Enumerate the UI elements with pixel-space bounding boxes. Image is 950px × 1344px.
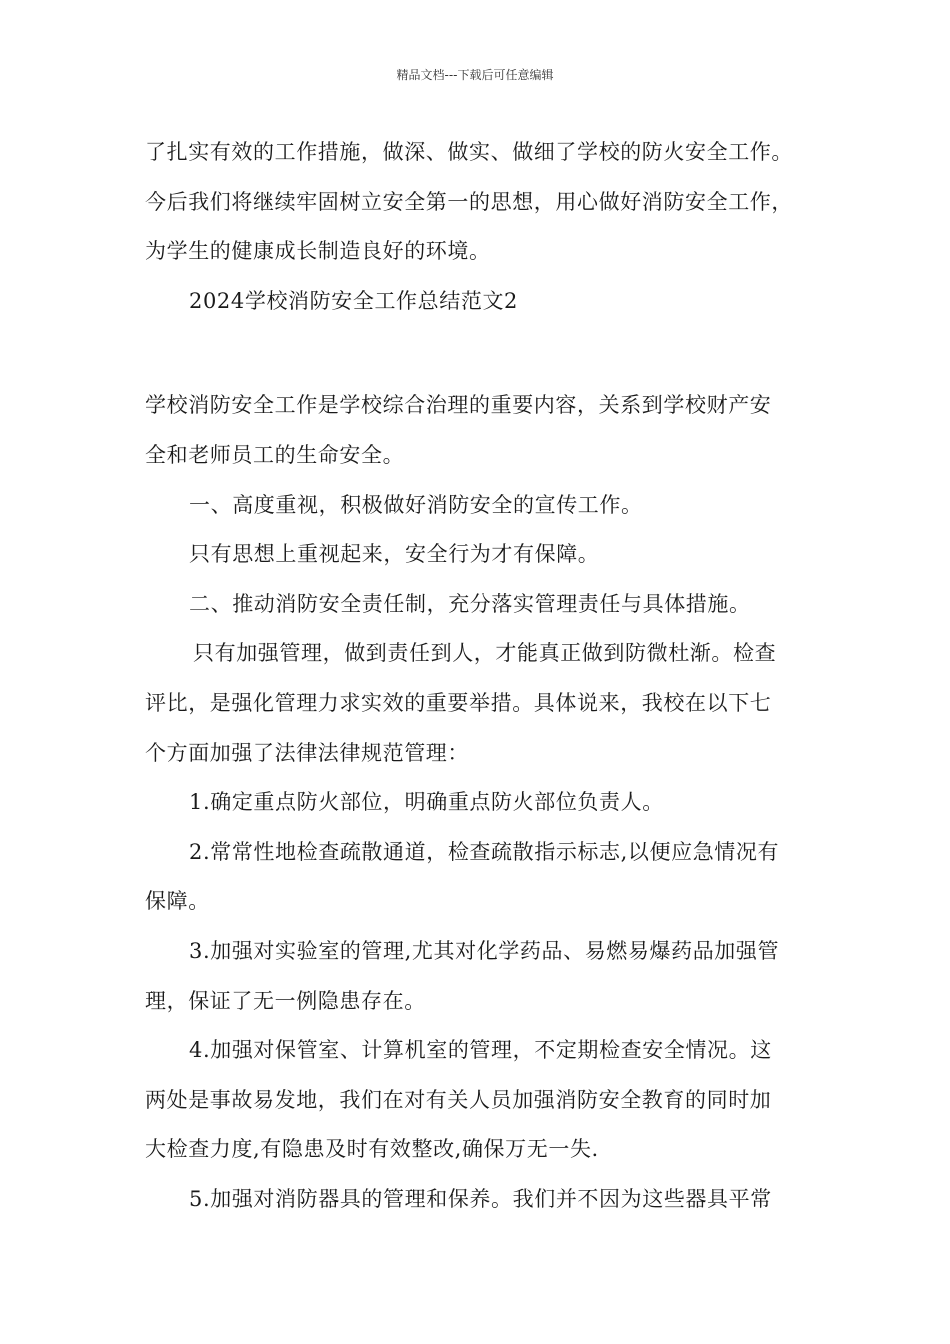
list-item: 2.常常性地检查疏散通道，检查疏散指示标志,以便应急情况有 — [189, 839, 780, 864]
list-item: 1.确定重点防火部位，明确重点防火部位负责人。 — [189, 790, 664, 815]
page-header: 精品文档---下载后可任意编辑 — [396, 68, 554, 82]
section-title: 2024学校消防安全工作总结范文2 — [189, 288, 519, 313]
text-line: 全和老师员工的生命安全。 — [145, 442, 405, 467]
text-line: 理，保证了无一例隐患存在。 — [145, 988, 426, 1013]
document-body — [145, 128, 817, 1224]
text-line: 为学生的健康成长制造良好的环境。 — [145, 239, 491, 264]
blank-space — [145, 326, 817, 381]
list-item: 4.加强对保管室、计算机室的管理，不定期检查安全情况。这 — [189, 1038, 772, 1063]
list-item: 5.加强对消防器具的管理和保养。我们并不因为这些器具平常 — [189, 1186, 772, 1211]
text-line: 了扎实有效的工作措施，做深、做实、做细了学校的防火安全工作。 — [145, 140, 793, 164]
list-item: 3.加强对实验室的管理,尤其对化学药品、易燃易爆药品加强管 — [189, 938, 780, 963]
text-line: 只有思想上重视起来，安全行为才有保障。 — [189, 542, 600, 567]
text-line: 两处是事故易发地，我们在对有关人员加强消防安全教育的同时加 — [145, 1087, 772, 1112]
text-line: 只有加强管理，做到责任到人，才能真正做到防微杜渐。检查 — [193, 641, 777, 666]
text-line: 保障。 — [145, 889, 210, 914]
text-line: 今后我们将继续牢固树立安全第一的思想，用心做好消防安全工作， — [145, 189, 793, 214]
text-line: 个方面加强了法律法律规范管理： — [145, 740, 469, 765]
heading-one: 一、高度重视，积极做好消防安全的宣传工作。 — [189, 492, 643, 517]
heading-two: 二、推动消防安全责任制，充分落实管理责任与具体措施。 — [189, 591, 751, 616]
text-line: 学校消防安全工作是学校综合治理的重要内容，关系到学校财产安 — [145, 393, 772, 418]
text-line: 大检查力度,有隐患及时有效整改,确保万无一失. — [145, 1137, 599, 1162]
text-line: 评比，是强化管理力求实效的重要举措。具体说来，我校在以下七 — [145, 690, 772, 715]
